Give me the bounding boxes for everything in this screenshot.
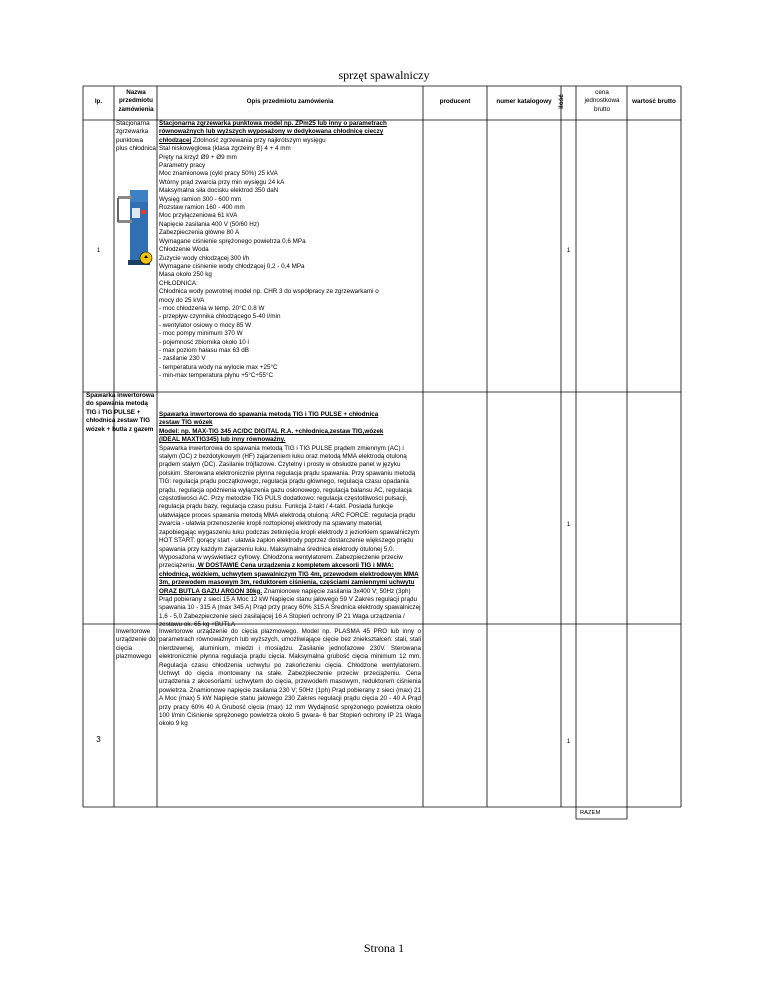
row2-name: Spawarka inwertorowa do spawania metodą TIG i TIG PULSE + chłodnica zestaw TIG wózek + butla z gazem — [86, 392, 155, 433]
row2-qty: 1 — [566, 521, 571, 528]
page-title: sprzęt spawalniczy — [338, 68, 430, 82]
header-producent: producent — [439, 98, 471, 105]
header-lp: lp. — [94, 98, 103, 105]
total-label: RAZEM — [580, 810, 601, 816]
header-cena: cena jednostkowa brutto — [584, 89, 620, 113]
page-footer: Strona 1 — [363, 941, 405, 955]
header-numer: numer katalogowy — [496, 98, 552, 105]
row1-description: Stacjonarna zgrzewarka punktowa model np. ZPm25 lub inny o parametrach równoważnych lub wyższych wyposażony w dedykowana chłodnicę cieczy chłodzącej Zdolność zgrzewania przy najkrótszym wysięgu Stal niskowęglowa (klasa zgrzeiny B) 4 + 4 mm Pręty na krzyż Ø9 + Ø9 mm Parametry pracy Moc znamionowa (cykl pracy 50%) 25 kVA Wtórny prąd zwarcia przy min wysięgu 24 kA Maksymalna siła docisku elektrod 350 daN Wysięg ramion 300 - 600 mm Rozstaw ramion 160 - 400 mm Moc przyłączeniowa 61 kVA Napięcie zasilania 400 V (50/60 Hz) Zabezpieczenia główne 80 A Wymagane ciśnienie sprężonego powietrza 0,6 MPa Chłodzenie Woda Zużycie wody chłodzącej 300 l/h Wymagane ciśnienie wody chłodzącej 0,2 - 0,4 MPa Masa około 250 kg CHŁODNICA: Chłodnica wody powrotnej model np. CHR 3 do współpracy ze zgrzewarkami o mocy do 25 kVA - moc chłodzenia w temp. 20°C 0.8 W - przepływ czynnika chłodzącego 5-40 l/min - wentylator osiowy o mocy 85 W - moc pompy minimum 370 W - pojemność zbiornika około 10 l - max poziom hałasu max 63 dB - zasilanie 230 V - temperatura wody na wylocie max +25°C - min-max temperatura płynu +5°C÷55°C — [159, 120, 387, 380]
row1-lp: 1 — [96, 247, 101, 254]
header-ilosc: ilość — [557, 94, 565, 109]
row3-name: Inwertorowe urządzenie do cięcia plazmowego — [116, 628, 156, 661]
header-wartosc: wartość brutto — [632, 98, 676, 105]
row1-name: Stacjonarna zgrzewarka punktowa plus chłodnica — [116, 120, 156, 153]
header-opis: Opis przedmiotu zamówienia — [246, 98, 334, 105]
row1-qty: 1 — [566, 247, 571, 254]
row3-qty: 1 — [566, 738, 571, 745]
header-nazwa: Nazwa przedmiotu zamówienia — [118, 89, 154, 113]
row2-description: Spawarka inwertorowa do spawania metodą TIG i TIG PULSE + chłodnica zestaw TIG wózek Model: np. MAX-TIG 345 AC/DC DIGITAL R.A. +chłodnica,zestaw TIG,wózek (IDEAL MAXTIG345) lub inny równoważny. Spawarka inwertorowa do spawania metodą TIG i TIG PULSE prądem zmiennym (AC) i stałym (DC) z bezdotykowym (HF) zajarzeniem łuku oraz metodą MMA elektrodą otuloną prądem stałym (DC). Zasilanie trójfazowe. Czytelny i prosty w obsłudze panel w języku polskim. Sterowana elektronicznie płynna regulacja prądu spawania. Przy spawaniu metodą TIG: regulacja prądu początkowego, regulacja prądu głównego, regulacja czasu opadania prądu, regulacja opóźnienia wyłączenia gazu osłonowego, regulacja balansu AC, regulacja częstotliwości AC. Przy metodzie TIG PULS dodatkowo: regulacja częstotliwości pulsacji, regulacja prądu bazy, regulacja czasu pulsu. Funkcja 2-takt / 4-takt. Posiada funkcje ułatwiające proces spawania metodą MMA elektrodą otuloną: ARC FORCE: regulacja prądu zwarcia - ułatwia przenoszenie kropli roztopionej elektrody na spawany materiał, zapobiegając wygaszeniu łuku podczas zetknięcia kropli elektrody z jeziorkiem spawalniczym HOT START: gorący start - ułatwia zapłon elektrody poprzez dostarczenie większego prądu spawania przy każdym zajarzeniu łuku. Maksymalna średnica elektrody otulonej 5,0. Wyposażona w wyświetlacz cyfrowy. Chłodzona wentylatorem. Zabezpieczenie przeciw przeciążeniu. W DOSTAWIE Cena urządzenia z kompletem akcesorii TIG i MMA: chłodnicą, wózkiem, uchwytem spawalniczym TIG 4m, przewodem elektrodowym MMA 3m, przewodem masowym 3m, reduktorem ciśnienia, częściami zamiennymi uchwytu ORAZ BUTLA GAZU ARGON 30kg. Znamionowe napięcie zasilania 3x400 V; 50Hz (3ph) Prąd pobierany z sieci 15 A Moc 12 kW Napięcie stanu jałowego 59 V Zakres regulacji prądu spawania 10 - 315 A (max 345 A) Prąd przy pracy 60% 315 A Średnica elektrody spawalniczej 1,6 - 5,0 Zabezpieczenie sieci zasilającej 16 A Stopień ochrony IP 21 Waga urządzenia / zestawu ok. 65 kg +BUTLA — [159, 411, 421, 629]
row3-description: Inwertorowe urządzenie do cięcia plazmowego. Model np. PLASMA 45 PRO lub inny o parametrach równoważnych lub wyższych, umożliwiające cięcie bez zniekształceń: stali, stali nierdzewnej, aluminium, miedzi i mosiądzu. Zasilanie jednofazowe 230V. Sterowana elektronicznie płynna regulacja prądu cięcia. Maksymalna grubość cięcia minimum 12 mm. Regulacja czasu chłodzenia uchwytu po zakończeniu cięcia. Chłodzone wentylatorem. Uchwyt do cięcia montowany na stałe. Zabezpieczenie przeciw przeciążeniu. Cena urządzenia z akcesoriami: uchwytem do cięcia, przewodem masowym, reduktorem ciśnienia powietrza. Znamionowe napięcie zasilania 230 V; 50Hz (1ph) Prąd pobierany z sieci (max) 21 A Moc (max) 5 kW Napięcie stanu jałowego 230 Zakres regulacji prądu cięcia 20 - 40 A Prąd przy pracy 60% 40 A Grubość cięcia (max) 12 mm Wydajność sprężonego powietrza około 100 l/min Ciśnienie sprężonego powietrza około 5 gwara- 6 bar Stopień ochrony IP 21 Waga około 9 kg — [159, 628, 421, 728]
spot-welder-image — [114, 186, 156, 268]
row3-lp: 3 — [96, 736, 101, 744]
